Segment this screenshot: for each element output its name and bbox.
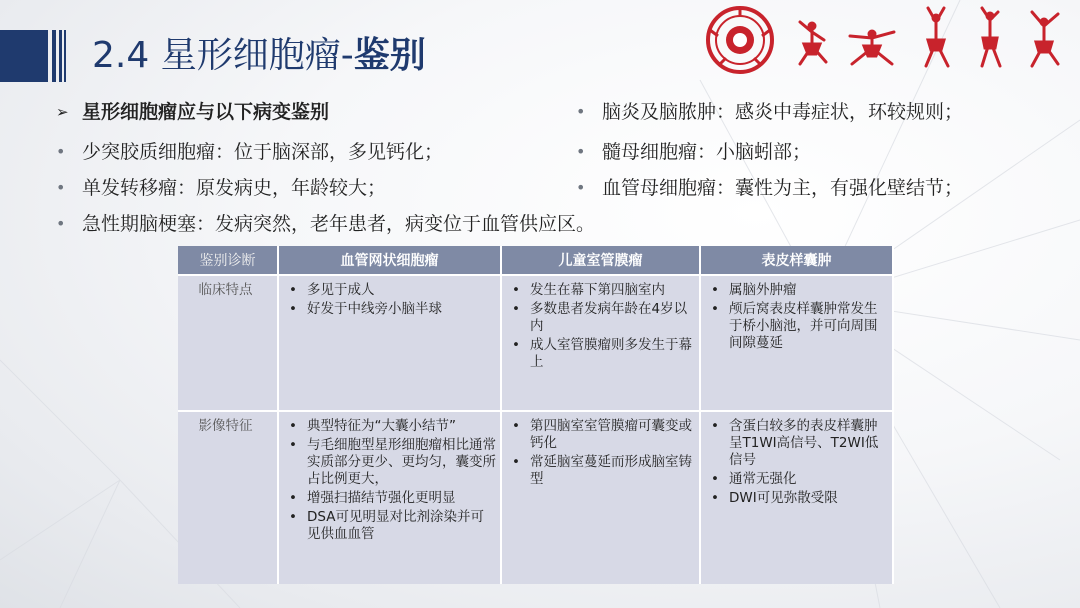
- cell-bullet: • 多见于成人: [307, 282, 496, 299]
- table-header-cell: 血管网状细胞瘤: [278, 246, 501, 275]
- page-title: 2.4 星形细胞瘤-鉴别: [92, 35, 426, 76]
- table-row: [178, 411, 893, 584]
- table-cell: [501, 411, 700, 584]
- bullet-icon: •: [56, 214, 66, 233]
- list-item: [56, 142, 443, 162]
- list-item-text: 少突胶质细胞瘤：位于脑深部，多见钙化；: [82, 141, 444, 163]
- title-accent-bar: [0, 30, 48, 82]
- cell-bullet: • 通常无强化: [729, 471, 888, 488]
- table-header-cell: 儿童室管膜瘤: [501, 246, 700, 275]
- arrow-bullet-icon: ➢: [56, 103, 69, 121]
- intro-heading-text: 星形细胞瘤应与以下病变鉴别: [82, 101, 330, 123]
- cell-bullet: • 好发于中线旁小脑半球: [307, 301, 496, 318]
- list-item-text: 血管母细胞瘤：囊性为主，有强化壁结节；: [602, 177, 964, 199]
- bullet-icon: •: [576, 142, 586, 161]
- cell-bullet: • 发生在幕下第四脑室内: [530, 282, 695, 299]
- table-row: [178, 275, 893, 411]
- cell-bullet: • 增强扫描结节强化更明显: [307, 490, 496, 507]
- list-item: [56, 214, 595, 234]
- row-header-cell: 临床特点: [178, 275, 278, 411]
- cell-bullet: • 含蛋白较多的表皮样囊肿呈T1WI高信号、T2WI低信号: [729, 418, 888, 469]
- table-cell: [700, 275, 893, 411]
- table-cell: [278, 411, 501, 584]
- row-header-cell: 影像特征: [178, 411, 278, 584]
- intro-heading: [56, 102, 329, 122]
- bullet-icon: •: [576, 178, 586, 197]
- list-item-text: 急性期脑梗塞：发病突然，老年患者，病变位于血管供应区。: [82, 213, 596, 235]
- differential-diagnosis-table: [178, 246, 894, 584]
- table-header-row: [178, 246, 893, 275]
- cell-bullet: • 多数患者发病年龄在4岁以内: [530, 301, 695, 335]
- list-item: [56, 178, 386, 198]
- list-item-text: 脑炎及脑脓肿：感炎中毒症状，环较规则；: [602, 101, 964, 123]
- header-logos: [700, 4, 1072, 76]
- list-item-text: 髓母细胞瘤：小脑蚓部；: [602, 141, 812, 163]
- university-seal-logo: [708, 8, 772, 72]
- bullet-icon: •: [576, 102, 586, 121]
- list-item: [576, 178, 963, 198]
- bullet-icon: •: [56, 178, 66, 197]
- title-accent-stripes: [52, 30, 66, 82]
- table-header-cell: 鉴别诊断: [178, 246, 278, 275]
- cell-bullet: • 与毛细胞型星形细胞瘤相比通常实质部分更少、更均匀，囊变所占比例更大，: [307, 437, 496, 488]
- cell-bullet: • 属脑外肿瘤: [729, 282, 888, 299]
- list-item-text: 单发转移瘤：原发病史，年龄较大；: [82, 177, 387, 199]
- bullet-icon: •: [56, 142, 66, 161]
- table-cell: [501, 275, 700, 411]
- table-header-cell: 表皮样囊肿: [700, 246, 893, 275]
- cell-bullet: • DWI可见弥散受限: [729, 490, 888, 507]
- page-title-bold: 鉴别: [353, 35, 426, 76]
- table-cell: [278, 275, 501, 411]
- cell-bullet: • 成人室管膜瘤则多发生于幕上: [530, 337, 695, 371]
- dancer-figure-logo: [800, 8, 1058, 66]
- cell-bullet: • 常延脑室蔓延而形成脑室铸型: [530, 454, 695, 488]
- cell-bullet: • 第四脑室室管膜瘤可囊变或钙化: [530, 418, 695, 452]
- list-item: [576, 142, 811, 162]
- list-item: [576, 102, 963, 122]
- table-cell: [700, 411, 893, 584]
- cell-bullet: • 颅后窝表皮样囊肿常发生于桥小脑池，并可向周围间隙蔓延: [729, 301, 888, 352]
- cell-bullet: • 典型特征为“大囊小结节”: [307, 418, 496, 435]
- cell-bullet: • DSA可见明显对比剂涂染并可见供血血管: [307, 509, 496, 543]
